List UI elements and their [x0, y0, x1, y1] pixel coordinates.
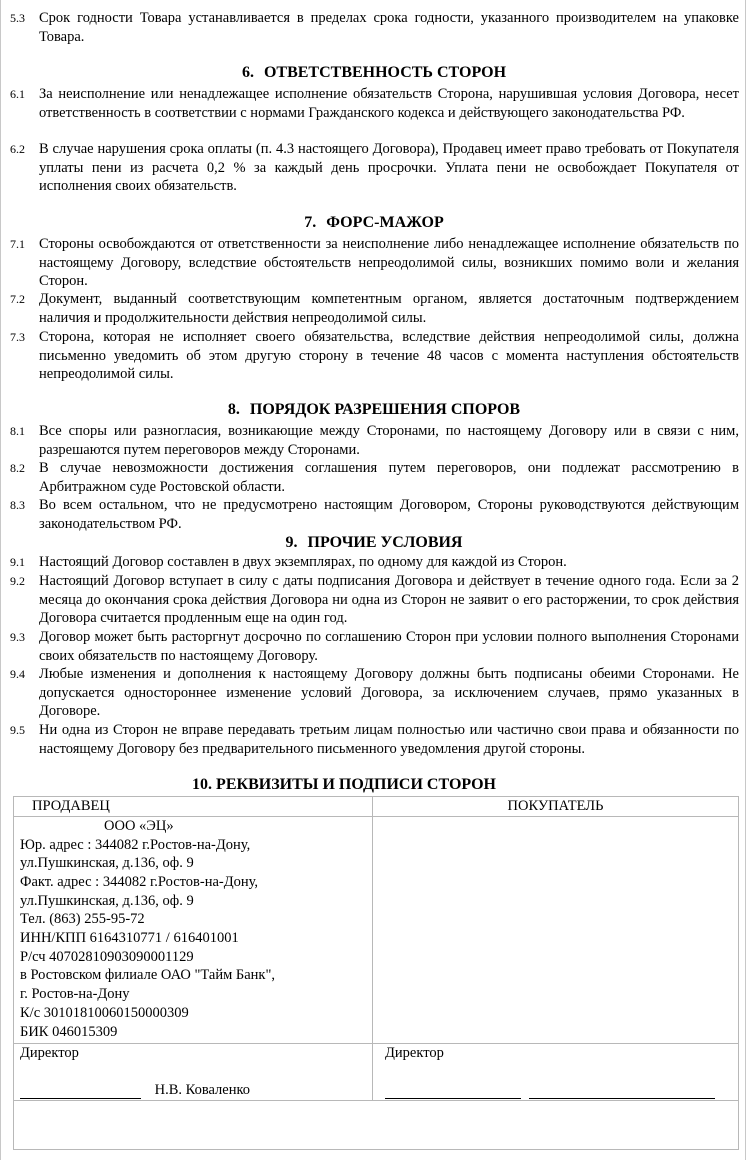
signature-line	[20, 1084, 141, 1099]
section-heading	[1, 533, 746, 553]
section-heading-title: ПРОЧИЕ УСЛОВИЯ	[307, 534, 463, 551]
clause-number: 6.2	[10, 142, 25, 156]
clause-text: В случае невозможности достижения соглашения путем переговоров, они подлежат рассмотрению в Арбитражном суде Ростовской области.	[39, 460, 739, 495]
section-heading-title: ПОРЯДОК РАЗРЕШЕНИЯ СПОРОВ	[249, 401, 521, 418]
section-heading	[1, 213, 746, 233]
seller-line: ул.Пушкинская, д.136, оф. 9	[20, 892, 194, 909]
clause-number: 9.2	[10, 574, 25, 588]
clause-text: Ни одна из Сторон не вправе передавать третьим лицам полностью или частично свои права и обязанности по настоящему Договору без предварительного письменного уведомления другой стороны.	[39, 722, 739, 757]
seller-director-name: Н.В. Коваленко	[154, 1081, 251, 1098]
section-heading-title: ФОРС-МАЖОР	[326, 214, 444, 231]
seller-line: г. Ростов-на-Дону	[20, 986, 130, 1003]
requisites-row	[14, 816, 739, 1043]
seller-requisites	[14, 816, 373, 1043]
buyer-requisites	[373, 816, 739, 1043]
seller-signature	[20, 1081, 372, 1100]
table-header-row	[14, 797, 739, 817]
buyer-director-label: Директор	[385, 1044, 444, 1061]
signature-line	[529, 1084, 715, 1099]
clause-number: 5.3	[10, 11, 25, 25]
clause-number: 7.1	[10, 237, 25, 251]
seller-line: Юр. адрес : 344082 г.Ростов-на-Дону,	[20, 836, 251, 853]
section-heading-number: 6.	[241, 64, 254, 81]
seller-director-label: Директор	[20, 1044, 79, 1061]
clause-text: Во всем остальном, что не предусмотрено настоящим Договором, Стороны руководствуются действующим законодательством РФ.	[39, 497, 739, 532]
section-heading-title: ОТВЕТСТВЕННОСТЬ СТОРОН	[263, 64, 507, 81]
seller-name: ООО «ЭЦ»	[104, 817, 174, 834]
clause-text: Все споры или разногласия, возникающие между Сторонами, по настоящему Договору или в связи с ним, разрешаются путем переговоров между Сторонами.	[39, 423, 739, 458]
clause-text: За неисполнение или ненадлежащее исполнение обязательств Сторона, нарушившая условия Договора, несет ответственность в соответствии с нормами Гражданского кодекса и действующего законодательства РФ.	[39, 86, 739, 121]
seller-line: К/с 30101810060150000309	[20, 1004, 189, 1021]
buyer-signature	[385, 1081, 738, 1100]
buyer-signature-cell	[373, 1043, 739, 1100]
section-heading-number: 8.	[227, 401, 240, 418]
seller-signature-cell	[14, 1043, 373, 1100]
clause-number: 8.1	[10, 424, 25, 438]
section-heading	[1, 400, 746, 420]
seller-header: ПРОДАВЕЦ	[14, 797, 373, 817]
clause-text: Любые изменения и дополнения к настоящему Договору должны быть подписаны обеими Сторонами. Не допускается одностороннее изменение условий Договора, за исключением случаев, прямо указанных в Договоре.	[39, 666, 739, 720]
requisites-heading: 10. РЕКВИЗИТЫ И ПОДПИСИ СТОРОН	[192, 776, 496, 793]
empty-row	[14, 1100, 739, 1149]
signature-row	[14, 1043, 739, 1100]
clause-text: Настоящий Договор вступает в силу с даты подписания Договора и действует в течение одного года. Если за 2 месяца до окончания срока действия Договора ни одна из Сторон не заявит о его расторжении, то срок действия Договора считается продленным еще на один год.	[39, 573, 739, 627]
clause-number: 6.1	[10, 87, 25, 101]
section-heading	[1, 63, 746, 83]
clause-text: Документ, выданный соответствующим компетентным органом, является достаточным подтверждением наличия и продолжительности действия непреодолимой силы.	[39, 291, 739, 326]
clause-number: 7.3	[10, 330, 25, 344]
seller-line: Р/сч 40702810903090001129	[20, 948, 194, 965]
buyer-header: ПОКУПАТЕЛЬ	[373, 797, 739, 817]
clause-number: 9.3	[10, 630, 25, 644]
seller-line: Факт. адрес : 344082 г.Ростов-на-Дону,	[20, 873, 259, 890]
seller-line: ИНН/КПП 6164310771 / 616401001	[20, 930, 239, 947]
clause-text: Настоящий Договор составлен в двух экземплярах, по одному для каждой из Сторон.	[39, 554, 567, 570]
section-heading-number: 7.	[304, 214, 317, 231]
signature-line	[385, 1084, 521, 1099]
clause-number: 9.1	[10, 555, 25, 569]
clause-text: Договор может быть расторгнут досрочно по соглашению Сторон при условии полного выполнения Сторонами своих обязательств по настоящему Договору.	[39, 629, 739, 664]
section-heading-number: 9.	[285, 534, 298, 551]
clause-text: Сторона, которая не исполняет своего обязательства, вследствие действия непреодолимой силы, должна письменно уведомить об этом другую сторону в течение 48 часов с момента наступления обстоятельств непреодолимой силы.	[39, 329, 739, 383]
clause-number: 9.4	[10, 667, 25, 681]
requisites-table	[13, 796, 739, 1150]
clause-number: 8.2	[10, 461, 25, 475]
seller-line: в Ростовском филиале ОАО "Тайм Банк",	[20, 967, 276, 984]
clause-text: Стороны освобождаются от ответственности за неисполнение либо ненадлежащее исполнение обязательств по настоящему Договору, вследствие обстоятельств непреодолимой силы, возникших помимо воли и желания Сторон.	[39, 236, 739, 290]
clause-text: В случае нарушения срока оплаты (п. 4.3 настоящего Договора), Продавец имеет право требовать от Покупателя уплаты пени из расчета 0,2 % за каждый день просрочки. Уплата пени не освобождает Покупателя от исполнения своих обязательств.	[39, 141, 739, 195]
clause-text: Срок годности Товара устанавливается в пределах срока годности, указанного производителем на упаковке Товара.	[39, 10, 739, 45]
empty-cell	[14, 1100, 739, 1149]
clause-number: 7.2	[10, 292, 25, 306]
seller-line: Тел. (863) 255-95-72	[20, 911, 145, 928]
seller-line: БИК 046015309	[20, 1023, 118, 1040]
clause-number: 8.3	[10, 498, 25, 512]
clause-number: 9.5	[10, 723, 25, 737]
seller-line: ул.Пушкинская, д.136, оф. 9	[20, 855, 194, 872]
